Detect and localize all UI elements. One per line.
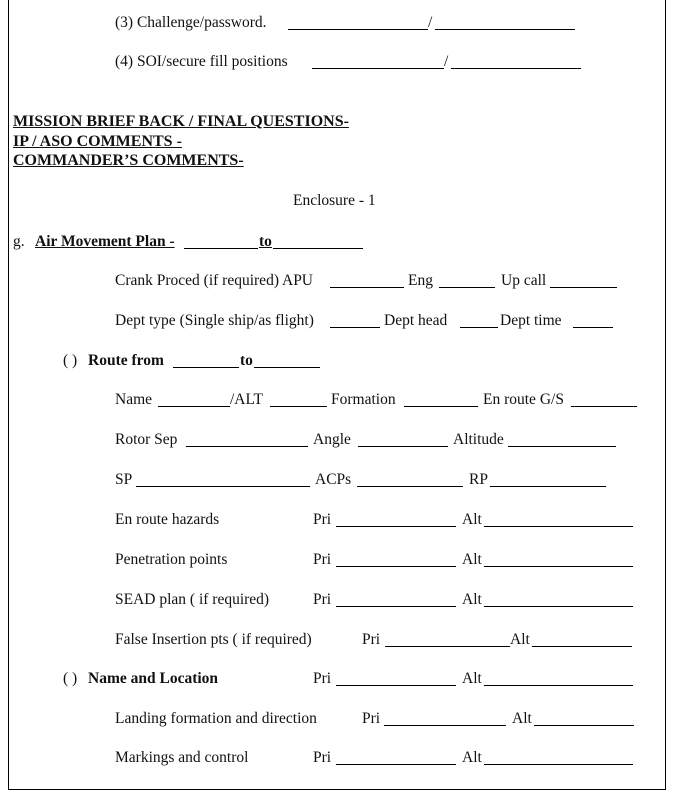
acps-field[interactable] bbox=[357, 472, 463, 487]
markings-control-label: Markings and control bbox=[115, 749, 249, 766]
enroute-hazards-label: En route hazards bbox=[115, 511, 220, 528]
ip-aso-heading: IP / ASO COMMENTS - bbox=[13, 133, 182, 150]
enroute-hazards-pri-field[interactable] bbox=[336, 512, 456, 527]
route-checkbox[interactable]: ( ) bbox=[63, 352, 78, 369]
rotor-sep-field[interactable] bbox=[186, 432, 308, 447]
sead-plan-label: SEAD plan ( if required) bbox=[115, 591, 270, 608]
alt-label: Alt bbox=[462, 551, 482, 568]
false-insertion-alt-field[interactable] bbox=[532, 632, 632, 647]
sp-field[interactable] bbox=[136, 472, 310, 487]
markings-control-pri-field[interactable] bbox=[336, 750, 456, 765]
acps-label: ACPs bbox=[315, 471, 352, 488]
formation-label: Formation bbox=[331, 391, 396, 408]
challenge-password-item bbox=[115, 14, 267, 32]
air-movement-prefix: g. bbox=[13, 233, 25, 250]
name-field[interactable] bbox=[158, 392, 230, 407]
apu-field[interactable] bbox=[330, 273, 404, 288]
air-movement-to: to bbox=[259, 233, 272, 250]
route-to-field[interactable] bbox=[254, 353, 320, 368]
challenge-password-label: (3) Challenge/password. bbox=[115, 14, 267, 31]
sead-plan-alt-field[interactable] bbox=[484, 592, 633, 607]
false-insertion-label: False Insertion pts ( if required) bbox=[115, 631, 312, 648]
route-from-field[interactable] bbox=[173, 353, 239, 368]
mission-brief-heading: MISSION BRIEF BACK / FINAL QUESTIONS- bbox=[13, 113, 349, 130]
dept-head-label: Dept head bbox=[384, 312, 448, 329]
penetration-points-label: Penetration points bbox=[115, 551, 228, 568]
markings-control-alt-field[interactable] bbox=[484, 750, 633, 765]
dept-type-label: Dept type (Single ship/as flight) bbox=[115, 312, 314, 329]
air-movement-from-field[interactable] bbox=[184, 234, 258, 249]
pri-label: Pri bbox=[313, 670, 332, 687]
dept-head-field[interactable] bbox=[460, 313, 498, 328]
up-call-label: Up call bbox=[501, 272, 547, 289]
soi-label: (4) SOI/secure fill positions bbox=[115, 53, 288, 70]
sead-plan-pri-field[interactable] bbox=[336, 592, 456, 607]
name-location-alt-field[interactable] bbox=[484, 671, 633, 686]
challenge-field[interactable] bbox=[288, 15, 428, 30]
altitude-label: Altitude bbox=[453, 431, 504, 448]
pri-label: Pri bbox=[313, 591, 332, 608]
eng-label: Eng bbox=[408, 272, 433, 289]
landing-formation-label: Landing formation and direction bbox=[115, 710, 317, 727]
landing-formation-pri-field[interactable] bbox=[384, 711, 506, 726]
soi-separator: / bbox=[444, 53, 449, 70]
challenge-separator: / bbox=[428, 14, 433, 31]
formation-field[interactable] bbox=[404, 392, 478, 407]
dept-time-field[interactable] bbox=[573, 313, 613, 328]
alt-label: Alt bbox=[512, 710, 532, 727]
alt-field[interactable] bbox=[270, 392, 327, 407]
soi-item bbox=[115, 53, 288, 71]
air-movement-title: Air Movement Plan - bbox=[35, 233, 175, 250]
dept-time-label: Dept time bbox=[500, 312, 562, 329]
enroute-gs-label: En route G/S bbox=[483, 391, 564, 408]
penetration-points-alt-field[interactable] bbox=[484, 552, 633, 567]
alt-label: Alt bbox=[462, 670, 482, 687]
rotor-sep-label: Rotor Sep bbox=[115, 431, 178, 448]
false-insertion-pri-field[interactable] bbox=[385, 632, 510, 647]
angle-field[interactable] bbox=[358, 432, 448, 447]
alt-label: Alt bbox=[510, 631, 530, 648]
eng-field[interactable] bbox=[439, 273, 495, 288]
angle-label: Angle bbox=[313, 431, 351, 448]
alt-label: Alt bbox=[462, 511, 482, 528]
altitude-field[interactable] bbox=[508, 432, 616, 447]
rp-field[interactable] bbox=[490, 472, 606, 487]
soi-field[interactable] bbox=[312, 54, 444, 69]
dept-type-field[interactable] bbox=[330, 313, 380, 328]
enclosure-label: Enclosure - 1 bbox=[293, 192, 376, 209]
landing-formation-alt-field[interactable] bbox=[534, 711, 634, 726]
pri-label: Pri bbox=[362, 631, 381, 648]
pri-label: Pri bbox=[313, 511, 332, 528]
up-call-field[interactable] bbox=[550, 273, 617, 288]
penetration-points-pri-field[interactable] bbox=[336, 552, 456, 567]
pri-label: Pri bbox=[313, 551, 332, 568]
name-label: Name bbox=[115, 391, 153, 408]
route-to-label: to bbox=[240, 352, 253, 369]
fill-positions-field[interactable] bbox=[451, 54, 581, 69]
name-location-label: Name and Location bbox=[88, 670, 219, 687]
rp-label: RP bbox=[469, 471, 488, 488]
route-from-label: Route from bbox=[88, 352, 164, 369]
pri-label: Pri bbox=[313, 749, 332, 766]
alt-label: Alt bbox=[462, 749, 482, 766]
password-field[interactable] bbox=[435, 15, 575, 30]
enroute-hazards-alt-field[interactable] bbox=[484, 512, 633, 527]
commander-heading: COMMANDER’S COMMENTS- bbox=[13, 152, 244, 169]
crank-label: Crank Proced (if required) APU bbox=[115, 272, 314, 289]
pri-label: Pri bbox=[362, 710, 381, 727]
air-movement-to-field[interactable] bbox=[273, 234, 363, 249]
alt-label: /ALT bbox=[230, 391, 264, 408]
sp-label: SP bbox=[115, 471, 133, 488]
name-location-pri-field[interactable] bbox=[336, 671, 456, 686]
enroute-gs-field[interactable] bbox=[571, 392, 637, 407]
alt-label: Alt bbox=[462, 591, 482, 608]
name-location-checkbox[interactable]: ( ) bbox=[63, 670, 78, 687]
